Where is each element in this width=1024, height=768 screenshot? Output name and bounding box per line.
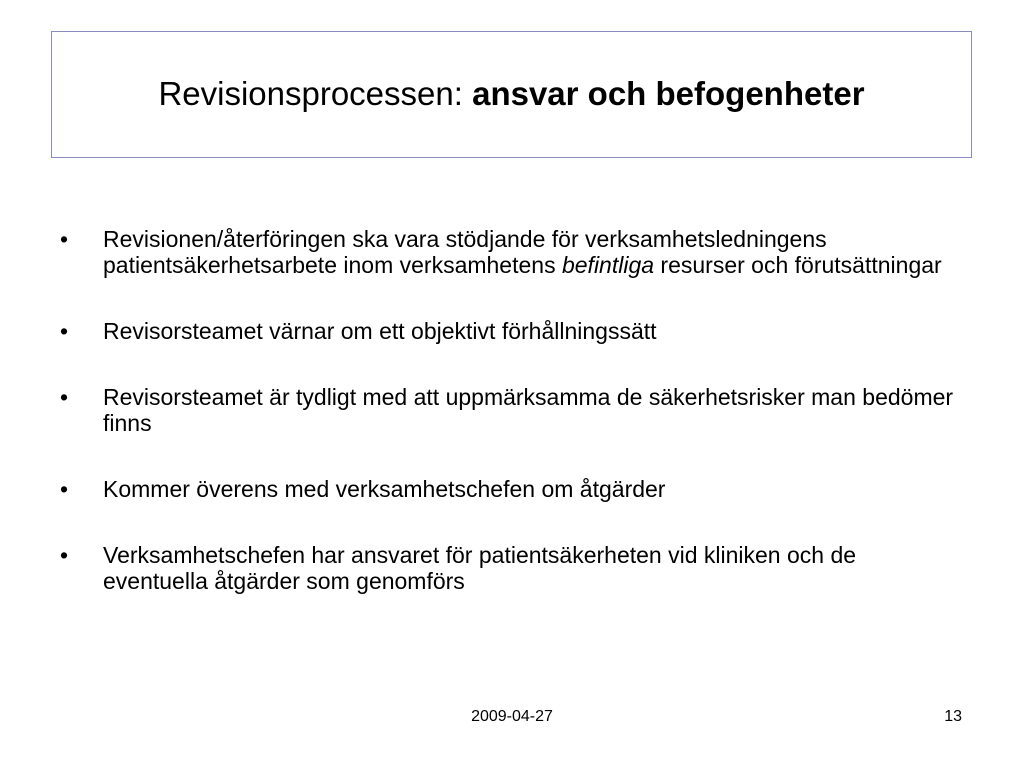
bullet-text: Kommer överens med verksamhetschefen om åtgärder — [103, 476, 666, 502]
bullet-dot-icon: • — [60, 318, 69, 344]
bullet-text: Revisorsteamet är tydligt med att uppmärksamma de säkerhetsrisker man bedömer finns — [103, 384, 954, 436]
bullet-item — [60, 542, 960, 594]
bullet-item — [60, 476, 960, 502]
bullet-emphasis: befintliga — [561, 252, 655, 278]
bullet-dot-icon: • — [60, 542, 69, 568]
title-box — [51, 31, 972, 158]
bullet-text: Verksamhetschefen har ansvaret för patientsäkerheten vid kliniken och de eventuella åtgärder som genomförs — [103, 542, 857, 594]
bullet-item — [60, 384, 960, 436]
bullet-list — [60, 226, 960, 634]
bullet-text-end: resurser och förutsättningar — [654, 252, 942, 278]
page-number: 13 — [944, 708, 962, 725]
slide-title-bold: ansvar och befogenheter — [472, 75, 865, 113]
bullet-text: Revisionen/återföringen ska vara stödjande för verksamhetsledningens patientsäkerhetsarbete inom verksamhetens — [103, 226, 827, 278]
bullet-dot-icon: • — [60, 476, 69, 502]
bullet-item — [60, 226, 960, 278]
bullet-text: Revisorsteamet värnar om ett objektivt förhållningssätt — [103, 318, 657, 344]
slide-title — [158, 76, 864, 112]
bullet-dot-icon: • — [60, 384, 69, 410]
slide-title-normal: Revisionsprocessen: — [158, 75, 473, 113]
bullet-dot-icon: • — [60, 226, 69, 252]
bullet-item — [60, 318, 960, 344]
footer-date: 2009-04-27 — [471, 708, 553, 725]
